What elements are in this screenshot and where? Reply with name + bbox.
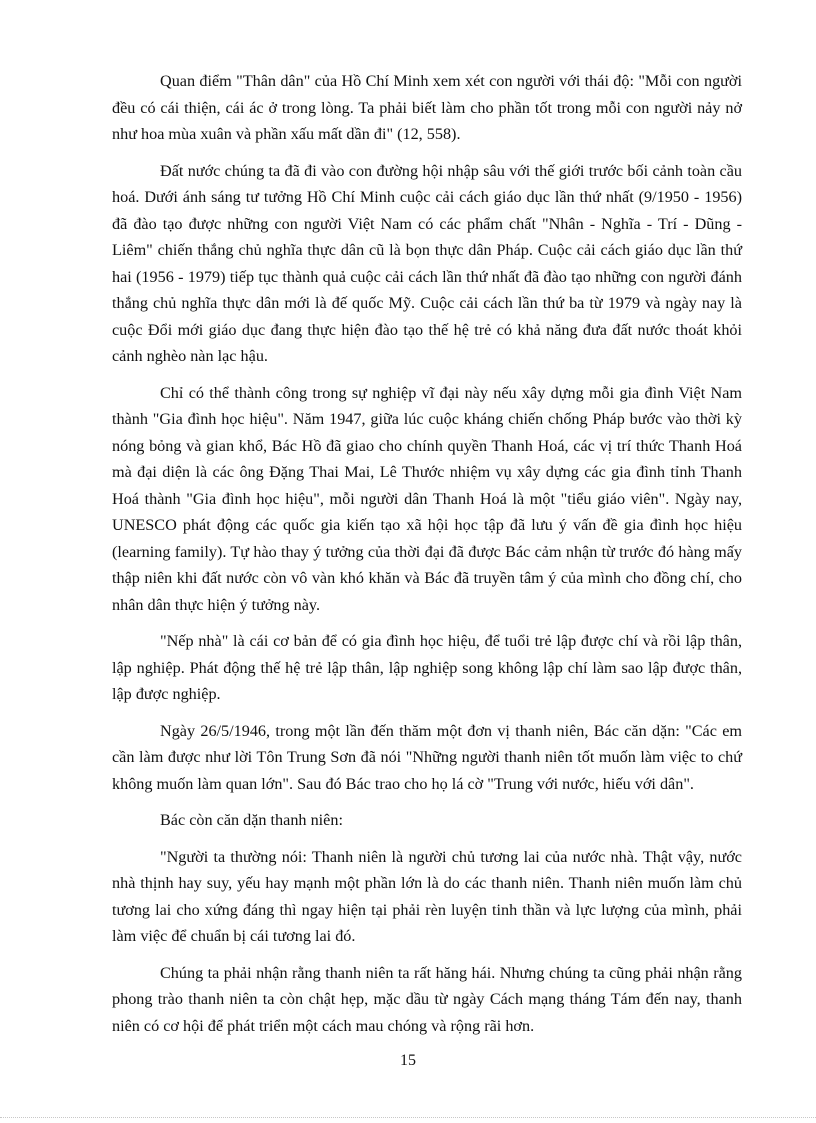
paragraph-ngay-26-5-1946: Ngày 26/5/1946, trong một lần đến thăm một đơn vị thanh niên, Bác căn dặn: "Các em cần làm được như lời Tôn Trung Sơn đã nói "Những người thanh niên tốt muốn làm việc to chứ không muốn làm quan lớn". Sau đó Bác trao cho họ lá cờ "Trung với nước, hiếu với dân". (112, 721, 742, 793)
paragraph-bac-can-dan: Bác còn căn dặn thanh niên: (160, 811, 343, 829)
page-bottom-divider (0, 1117, 816, 1118)
paragraph-than-dan: Quan điểm "Thân dân" của Hồ Chí Minh xem xét con người với thái độ: "Mỗi con người đều có cái thiện, cái ác ở trong lòng. Ta phải biết làm cho phần tốt trong mỗi con người nảy nở như hoa mùa xuân và phần xấu mất dần đi" (12, 558). (112, 72, 742, 143)
paragraph-nep-nha: "Nếp nhà" là cái cơ bản để có gia đình học hiệu, để tuổi trẻ lập được chí và rồi lập thân, lập nghiệp. Phát động thế hệ trẻ lập thân, lập nghiệp song không lập chí làm sao lập được thân, lập được nghiệp. (112, 632, 742, 703)
paragraph-quote-thanh-nien: "Người ta thường nói: Thanh niên là người chủ tương lai của nước nhà. Thật vậy, nước nhà thịnh hay suy, yếu hay mạnh một phần lớn là do các thanh niên. Thanh niên muốn làm chủ tương lai cho xứng đáng thì ngay hiện tại phải rèn luyện tinh thần và lực lượng của mình, phải làm việc để chuẩn bị cái tương lai đó. (112, 847, 742, 945)
page-number: 15 (400, 1052, 416, 1069)
body-text (112, 68, 742, 1049)
paragraph-hoi-nhap: Đất nước chúng ta đã đi vào con đường hội nhập sâu với thế giới trước bối cảnh toàn cầu hoá. Dưới ánh sáng tư tưởng Hồ Chí Minh cuộc cải cách giáo dục lần thứ nhất (9/1950 - 1956) đã đào tạo được những con người Việt Nam có các phẩm chất "Nhân - Nghĩa - Trí - Dũng - Liêm" chiến thắng chủ nghĩa thực dân cũ là bọn thực dân Pháp. Cuộc cải cách giáo dục lần thứ hai (1956 - 1979) tiếp tục thành quả cuộc cải cách lần thứ nhất đã đào tạo những con người đánh thắng chủ nghĩa thực dân mới là đế quốc Mỹ. Cuộc cải cách lần thứ ba từ 1979 và ngày nay là cuộc Đổi mới giáo dục đang thực hiện đào tạo thế hệ trẻ có khả năng đưa đất nước thoát khỏi cảnh nghèo nàn lạc hậu. (112, 161, 742, 365)
paragraph-phong-trao: Chúng ta phải nhận rằng thanh niên ta rất hăng hái. Nhưng chúng ta cũng phải nhận rằng phong trào thanh niên ta còn chật hẹp, mặc dầu từ ngày Cách mạng tháng Tám đến nay, thanh niên có cơ hội để phát triển một cách mau chóng và rộng rãi hơn. (112, 963, 742, 1035)
paragraph-gia-dinh-hoc-hieu: Chỉ có thể thành công trong sự nghiệp vĩ đại này nếu xây dựng mỗi gia đình Việt Nam thành "Gia đình học hiệu". Năm 1947, giữa lúc cuộc kháng chiến chống Pháp bước vào thời kỳ nóng bỏng và gian khổ, Bác Hồ đã giao cho chính quyền Thanh Hoá, các vị trí thức Thanh Hoá mà đại diện là các ông Đặng Thai Mai, Lê Thước nhiệm vụ xây dựng các gia đình tỉnh Thanh Hoá thành "Gia đình học hiệu", mỗi người dân Thanh Hoá là một "tiểu giáo viên". Ngày nay, UNESCO phát động các quốc gia kiến tạo xã hội học tập đã lưu ý vấn đề gia đình học hiệu (learning family). Tự hào thay ý tưởng của thời đại đã được Bác cảm nhận từ trước đó hàng mấy thập niên khi đất nước còn vô vàn khó khăn và Bác đã truyền tâm ý của mình cho đồng chí, cho nhân dân thực hiện ý tưởng này. (112, 383, 742, 614)
